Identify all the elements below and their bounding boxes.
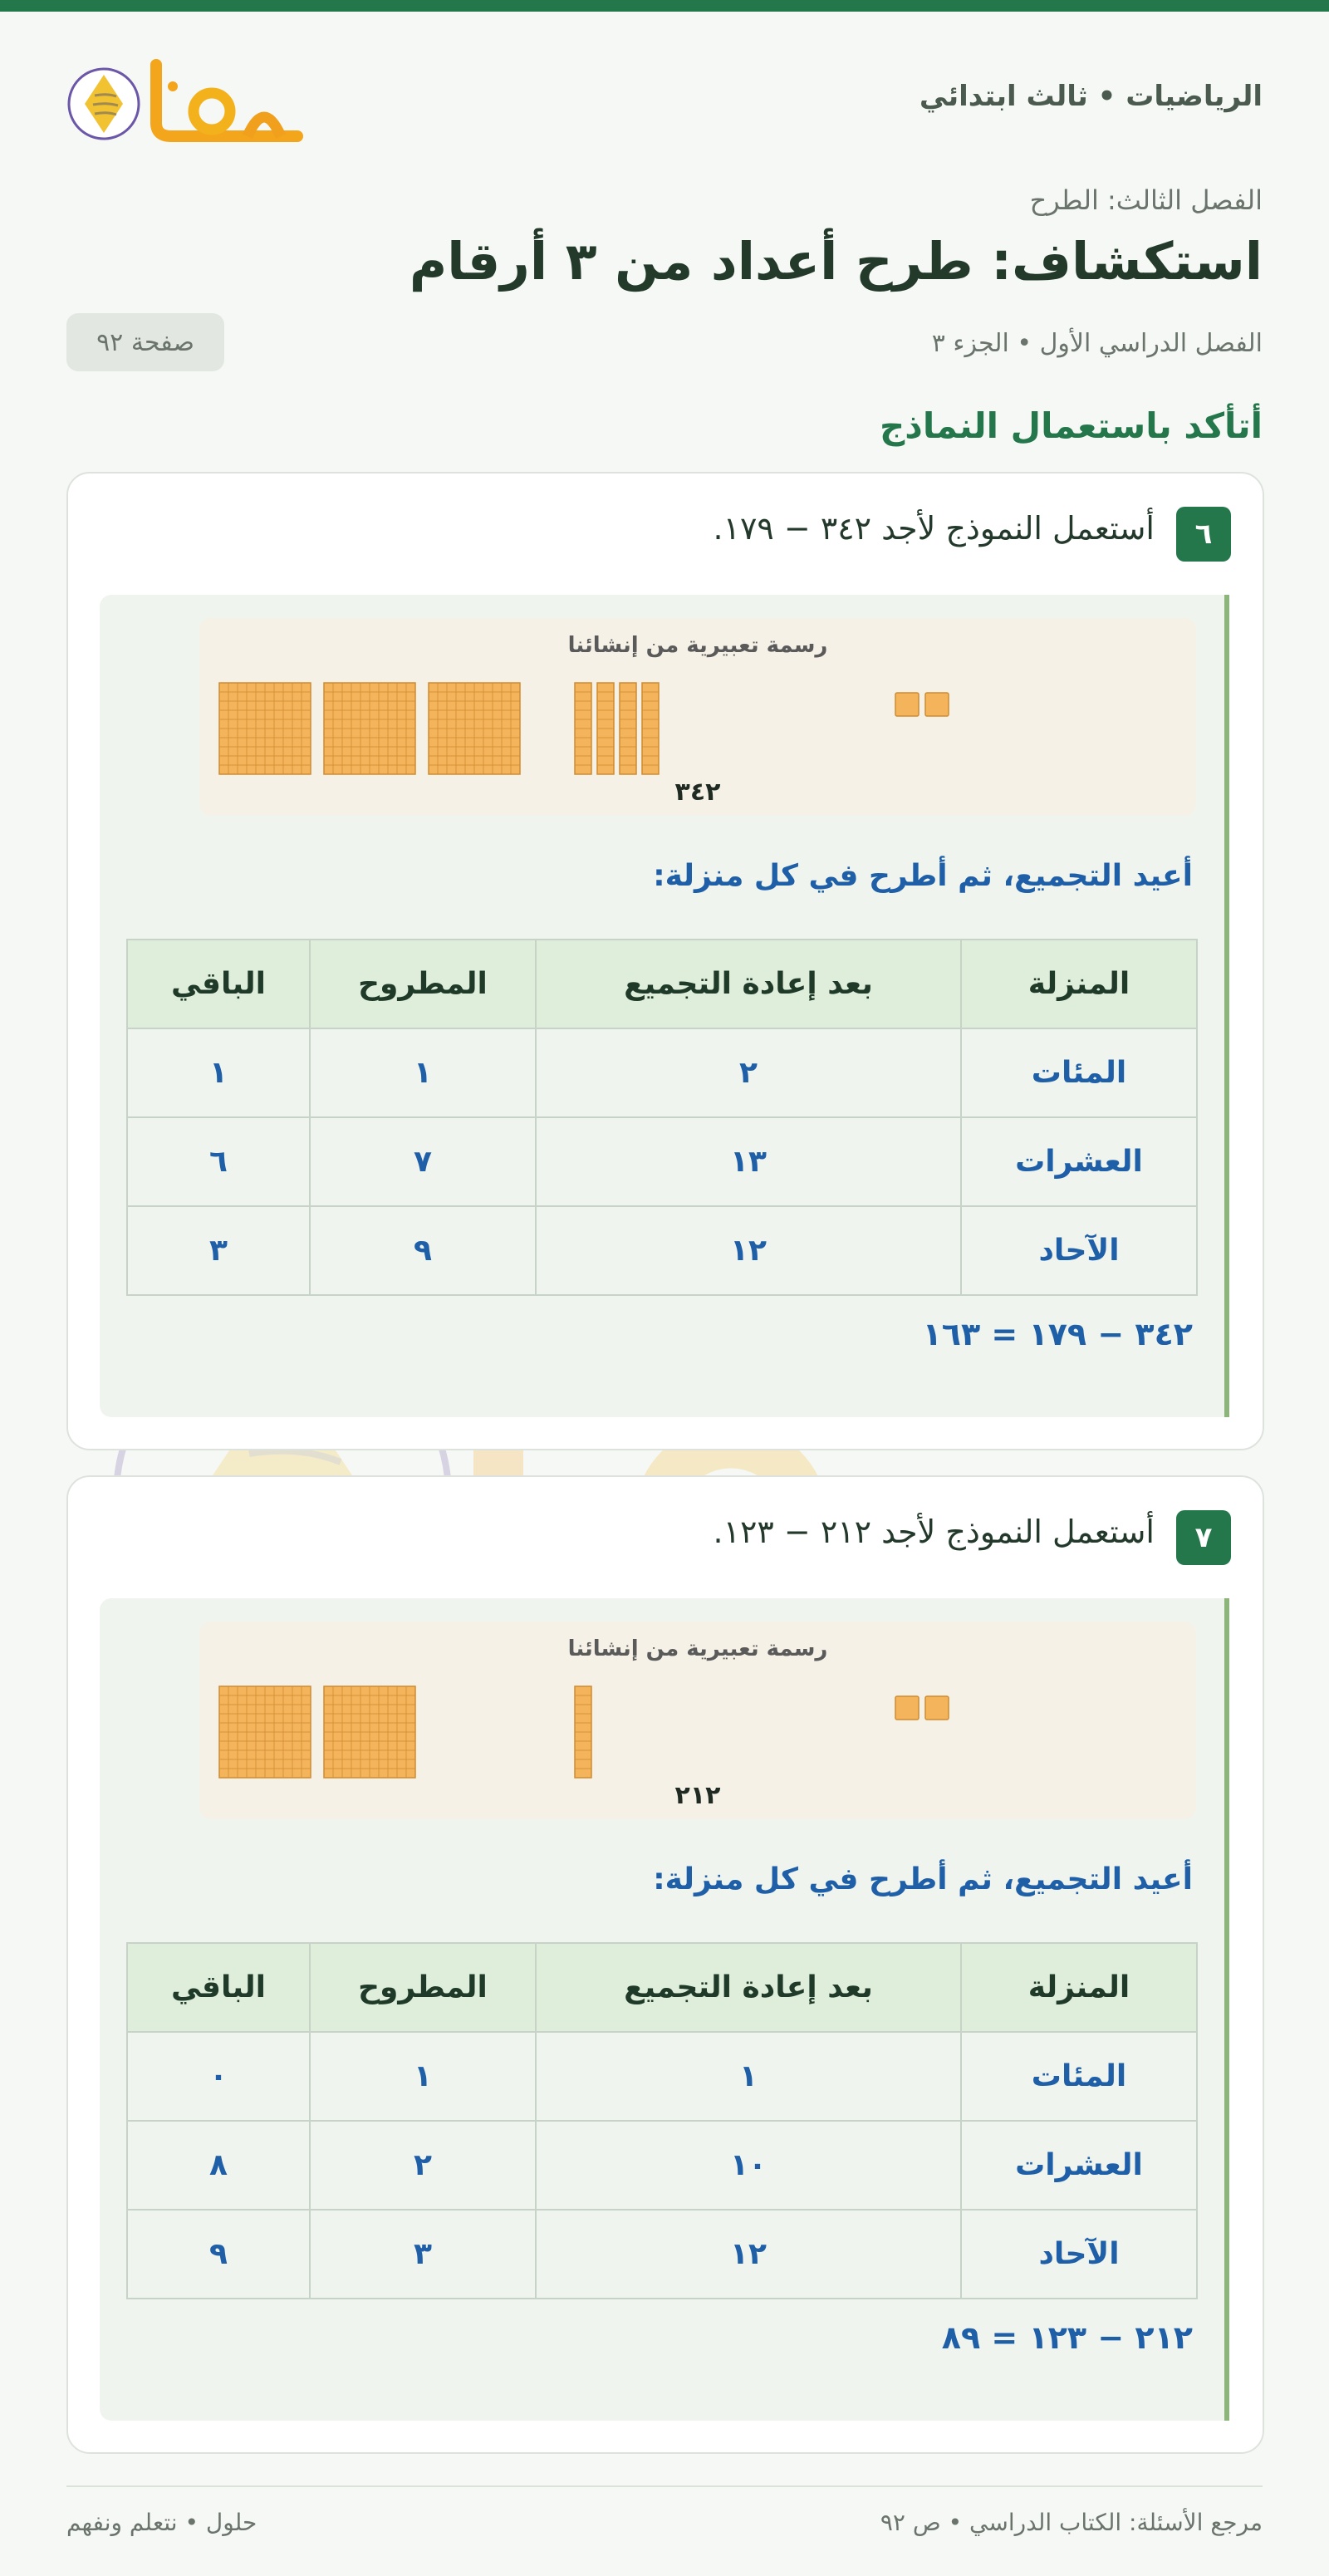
hundred-block [219,683,311,774]
table-cell: ١ [127,1028,310,1117]
column-header: بعد إعادة التجميع [536,940,961,1028]
hundred-block [219,1686,311,1778]
table-cell: ٧ [310,1117,536,1206]
one-cube [925,1696,949,1720]
column-header: المطروح [310,940,536,1028]
ten-rod [642,683,659,774]
one-cube [895,1696,919,1720]
question-text: أستعمل النموذج لأجد ٣٤٢ − ١٧٩. [713,510,1155,547]
model-caption: رسمة تعبيرية من إنشائنا [567,1636,828,1661]
model-number: ٣٤٢ [674,778,721,807]
table-cell: ١٢ [536,2210,961,2299]
question-number: ٧ [1176,1510,1231,1565]
table-cell: ٩ [310,1206,536,1295]
table-cell: الآحاد [961,2210,1197,2299]
table-cell: المئات [961,2032,1197,2121]
equation-answer: ٣٤٢ − ١٧٩ = ١٦٣ [922,1316,1193,1352]
table-row [127,1117,1197,1206]
hulul-logo [66,50,307,151]
hundred-block [429,683,520,774]
column-header: بعد إعادة التجميع [536,1943,961,2032]
table-cell: ٠ [127,2032,310,2121]
question-card-7 [66,1475,1264,2454]
table-cell: ١٣ [536,1117,961,1206]
question-number: ٦ [1176,507,1231,562]
table-header-row [127,1943,1197,2032]
column-header: الباقي [127,940,310,1028]
table-cell: المئات [961,1028,1197,1117]
section-heading: أتأكد باستعمال النماذج [880,405,1263,446]
table-row [127,1028,1197,1117]
table-cell: ٩ [127,2210,310,2299]
question-text: أستعمل النموذج لأجد ٢١٢ − ١٢٣. [713,1514,1155,1550]
table-cell: ١٠ [536,2121,961,2210]
answer-panel [100,1598,1229,2421]
table-cell: ٦ [127,1117,310,1206]
one-cube [925,693,949,716]
table-cell: ٣ [310,2210,536,2299]
table-row [127,1206,1197,1295]
place-value-table [126,939,1198,1296]
page-number-badge: صفحة ٩٢ [66,313,224,371]
ten-rod [575,1686,591,1778]
instruction-text: أعيد التجميع، ثم أطرح في كل منزلة: [653,859,1193,893]
page-header [66,50,1263,150]
page-title: استكشاف: طرح أعداد من ٣ أرقام [409,231,1263,292]
answer-panel [100,595,1229,1417]
table-row [127,2032,1197,2121]
model-number: ٢١٢ [674,1781,721,1810]
hundred-block [324,683,415,774]
ten-rod [575,683,591,774]
table-cell: ٨ [127,2121,310,2210]
column-header: المطروح [310,1943,536,2032]
table-cell: ١ [536,2032,961,2121]
model-caption: رسمة تعبيرية من إنشائنا [567,633,828,658]
table-cell: ٢ [310,2121,536,2210]
semester-label: الفصل الدراسي الأول • الجزء ٣ [931,329,1263,358]
table-cell: ٣ [127,1206,310,1295]
column-header: المنزلة [961,940,1197,1028]
column-header: المنزلة [961,1943,1197,2032]
table-cell: الآحاد [961,1206,1197,1295]
table-cell: العشرات [961,2121,1197,2210]
question-card-6 [66,472,1264,1450]
footer-divider [66,2485,1263,2487]
table-cell: ١ [310,1028,536,1117]
table-cell: ٢ [536,1028,961,1117]
column-header: الباقي [127,1943,310,2032]
chapter-label: الفصل الثالث: الطرح [1029,184,1263,216]
footer-reference: مرجع الأسئلة: الكتاب الدراسي • ص ٩٢ [880,2509,1263,2536]
table-cell: ١ [310,2032,536,2121]
footer-brand: حلول • نتعلم ونفهم [66,2509,257,2536]
top-accent-bar [0,0,1329,12]
table-row [127,2121,1197,2210]
table-header-row [127,940,1197,1028]
subject-label: الرياضيات • ثالث ابتدائي [919,80,1263,113]
place-value-table [126,1942,1198,2299]
one-cube [895,693,919,716]
base-ten-model [199,1622,1196,1819]
equation-answer: ٢١٢ − ١٢٣ = ٨٩ [941,2319,1193,2356]
instruction-text: أعيد التجميع، ثم أطرح في كل منزلة: [653,1862,1193,1896]
table-cell: ١٢ [536,1206,961,1295]
base-ten-model [199,618,1196,816]
table-cell: العشرات [961,1117,1197,1206]
hundred-block [324,1686,415,1778]
ten-rod [597,683,614,774]
ten-rod [620,683,636,774]
table-row [127,2210,1197,2299]
